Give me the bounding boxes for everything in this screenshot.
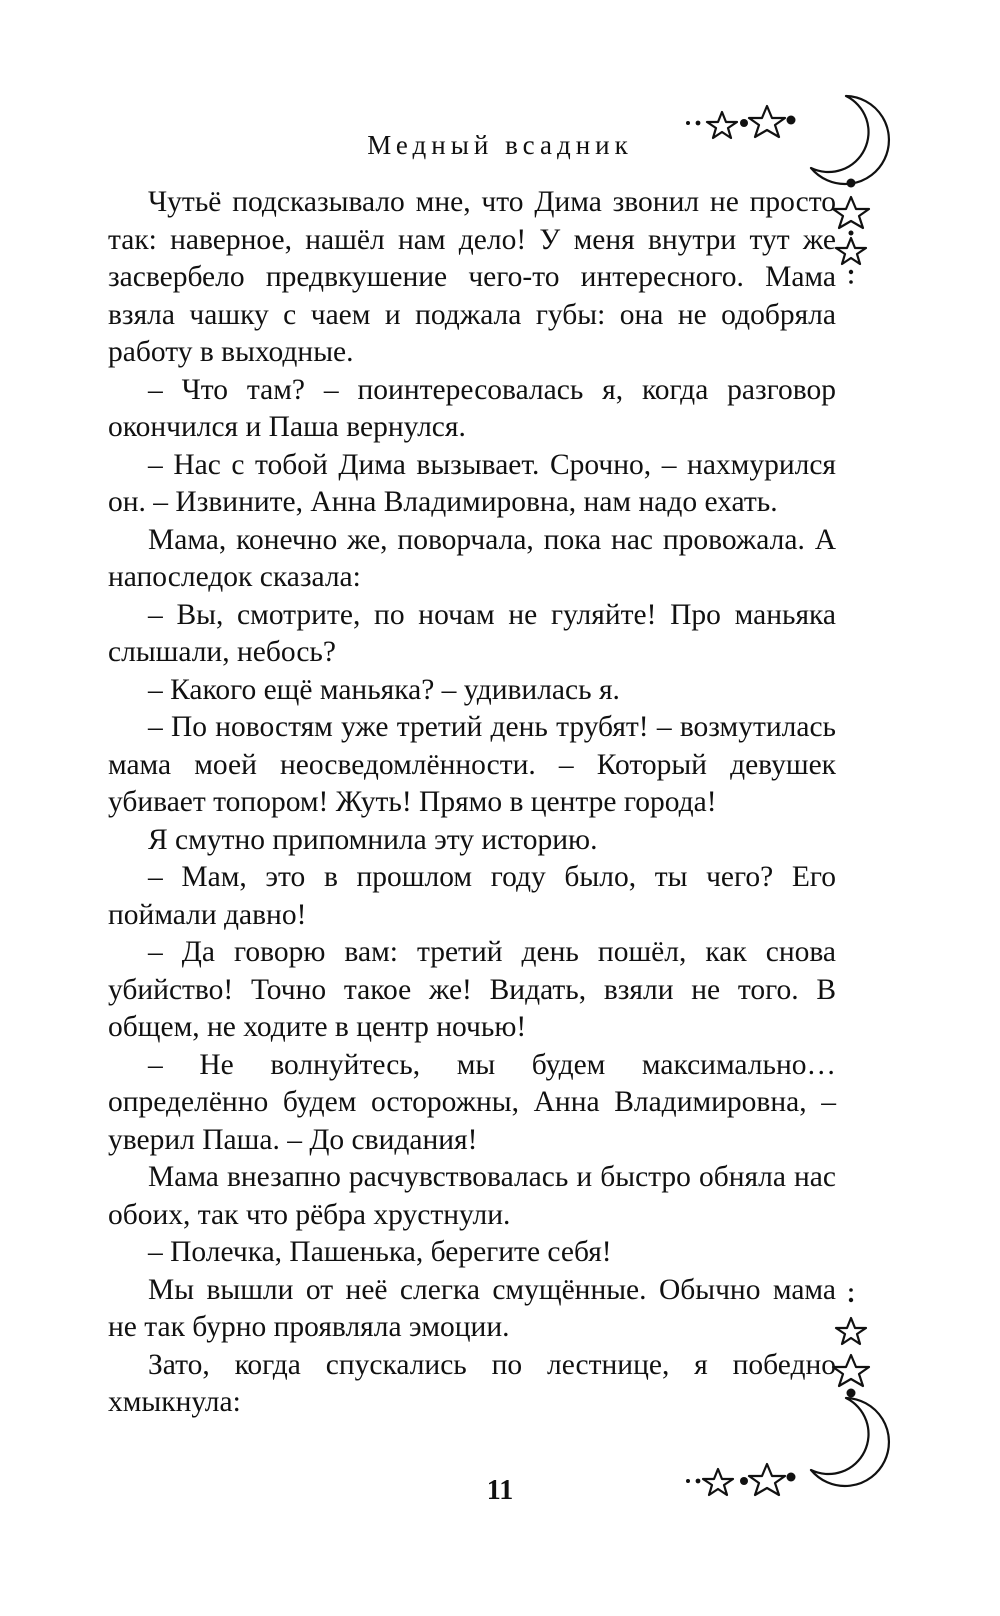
paragraph: – По новостям уже третий день трубят! – возмутилась мама моей неосведомлённости. – Который девушек убивает топором! Жуть! Прямо в центре города!: [108, 711, 836, 818]
star-icon: [833, 1355, 869, 1386]
paragraph: – Вы, смотрите, по ночам не гуляйте! Про маньяка слышали, небось?: [108, 598, 836, 668]
paragraph: Чутьё подсказывало мне, что Дима звонил не просто так: наверное, нашёл нам дело! У меня внутри тут же засвербело предвкушение чего-то интересного. Мама взяла чашку с чаем и поджала губы: она не одобряла работу в выходные.: [108, 186, 836, 368]
paragraph: – Полечка, Пашенька, берегите себя!: [148, 1236, 612, 1268]
paragraph: – Нас с тобой Дима вызывает. Срочно, – нахмурился он. – Извините, Анна Владимировна, нам надо ехать.: [108, 448, 836, 518]
paragraph: – Какого ещё маньяка? – удивилась я.: [148, 673, 620, 706]
running-title: Медный всадник: [367, 130, 633, 160]
paragraph: Я смутно припомнила эту историю.: [148, 823, 598, 856]
paragraph: – Не волнуйтесь, мы будем максимально… определённо будем осторожны, Анна Владимировна, – уверил Паша. – До свидания!: [108, 1048, 836, 1156]
star-icon: [836, 238, 866, 264]
body-text: [108, 184, 836, 1422]
paragraph: Мы вышли от неё слегка смущённые. Обычно мама не так бурно проявляла эмоции.: [108, 1273, 836, 1343]
paragraph: Мама, конечно же, поворчала, пока нас провожала. А напоследок сказала:: [108, 523, 836, 593]
star-icon: [833, 197, 869, 228]
paragraph: Зато, когда спускались по лестнице, я победно хмыкнула:: [108, 1348, 836, 1418]
star-icon: [836, 1318, 866, 1344]
page-number: 11: [486, 1475, 514, 1506]
paragraph: Мама внезапно расчувствовалась и быстро обняла нас обоих, так что рёбра хрустнули.: [108, 1161, 836, 1231]
paragraph: – Да говорю вам: третий день пошёл, как снова убийство! Точно такое же! Видать, взяли не того. В общем, не ходите в центр ночью!: [108, 936, 836, 1043]
paragraph: – Мам, это в прошлом году было, ты чего? Его поймали давно!: [108, 861, 836, 931]
paragraph: – Что там? – поинтересовалась я, когда разговор окончился и Паша вернулся.: [108, 373, 836, 443]
